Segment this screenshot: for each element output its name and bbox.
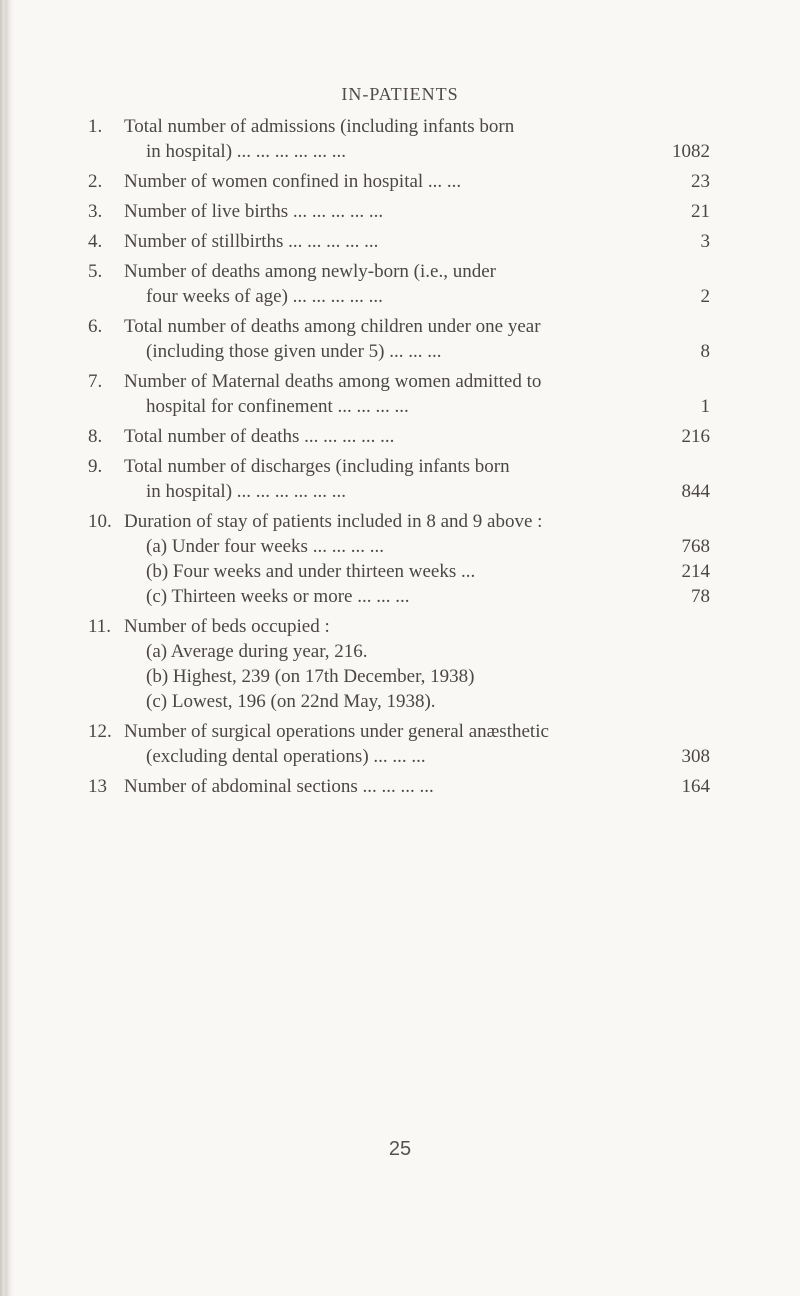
- item-line: [146, 479, 710, 504]
- item-value: 23: [691, 171, 710, 192]
- item-text: Number of stillbirths ... ... ... ... ...: [124, 231, 379, 252]
- item-text: Duration of stay of patients included in 8 and 9 above :: [124, 511, 543, 532]
- item-text: Total number of discharges (including infants born: [124, 456, 510, 477]
- item-text: (a) Average during year, 216.: [146, 641, 368, 662]
- item-value: 21: [691, 201, 710, 222]
- item-line: [146, 394, 710, 419]
- item-value: 308: [681, 746, 710, 767]
- item-line: [124, 454, 710, 479]
- item-value: 3: [700, 231, 710, 252]
- item-text: Number of beds occupied :: [124, 616, 330, 637]
- item-text: in hospital) ... ... ... ... ... ...: [146, 141, 347, 162]
- item-value: 768: [681, 536, 710, 557]
- item-line: [146, 339, 710, 364]
- list-item: [0, 314, 800, 364]
- item-number: 8.: [88, 426, 103, 447]
- item-line: [146, 534, 710, 559]
- item-value: 164: [681, 776, 710, 797]
- item-line: [124, 424, 710, 449]
- item-text: Number of women confined in hospital ... ...: [124, 171, 462, 192]
- item-line: [124, 199, 710, 224]
- item-line: [124, 259, 710, 284]
- item-value: 1082: [672, 141, 710, 162]
- item-line: [146, 744, 710, 769]
- item-number: 11.: [88, 616, 112, 637]
- item-line: [124, 509, 710, 534]
- item-text: (excluding dental operations) ... ... ...: [146, 746, 426, 767]
- list-item: [0, 454, 800, 504]
- item-number: 6.: [88, 316, 103, 337]
- item-line: [124, 314, 710, 339]
- list-item: [0, 169, 800, 194]
- item-number: 7.: [88, 371, 103, 392]
- item-number: 10.: [88, 511, 112, 532]
- item-line: [124, 774, 710, 799]
- item-line: [124, 369, 710, 394]
- list-item: [0, 774, 800, 799]
- item-number: 9.: [88, 456, 103, 477]
- item-number: 12.: [88, 721, 112, 742]
- item-value: 78: [691, 586, 710, 607]
- item-text: (including those given under 5) ... ... ...: [146, 341, 442, 362]
- item-line: [146, 559, 710, 584]
- item-line: [124, 114, 710, 139]
- item-number: 4.: [88, 231, 103, 252]
- item-line: [146, 284, 710, 309]
- item-line: [146, 139, 710, 164]
- item-number: 1.: [88, 116, 103, 137]
- item-text: (c) Thirteen weeks or more ... ... ...: [146, 586, 410, 607]
- item-value: 214: [681, 561, 710, 582]
- item-line: [146, 639, 710, 664]
- list-item: [0, 199, 800, 224]
- item-line: [146, 664, 710, 689]
- item-line: [124, 719, 710, 744]
- item-text: Total number of admissions (including infants born: [124, 116, 515, 137]
- item-text: Number of deaths among newly-born (i.e., under: [124, 261, 496, 282]
- item-text: four weeks of age) ... ... ... ... ...: [146, 286, 383, 307]
- item-line: [146, 689, 710, 714]
- item-text: (c) Lowest, 196 (on 22nd May, 1938).: [146, 691, 436, 712]
- item-text: Total number of deaths ... ... ... ... ...: [124, 426, 395, 447]
- item-number: 3.: [88, 201, 103, 222]
- item-text: (b) Four weeks and under thirteen weeks ...: [146, 561, 476, 582]
- statistics-list: [0, 114, 800, 804]
- list-item: [0, 614, 800, 714]
- item-text: (a) Under four weeks ... ... ... ...: [146, 536, 384, 557]
- page-title: IN-PATIENTS: [341, 84, 459, 104]
- item-line: [124, 614, 710, 639]
- item-text: Total number of deaths among children under one year: [124, 316, 541, 337]
- list-item: [0, 369, 800, 419]
- item-text: Number of abdominal sections ... ... ... ...: [124, 776, 434, 797]
- item-text: in hospital) ... ... ... ... ... ...: [146, 481, 347, 502]
- item-text: (b) Highest, 239 (on 17th December, 1938): [146, 666, 475, 687]
- list-item: [0, 719, 800, 769]
- item-line: [146, 584, 710, 609]
- item-value: 1: [700, 396, 710, 417]
- item-value: 216: [681, 426, 710, 447]
- item-value: 844: [681, 481, 710, 502]
- list-item: [0, 114, 800, 164]
- item-value: 2: [700, 286, 710, 307]
- item-number: 5.: [88, 261, 103, 282]
- item-line: [124, 169, 710, 194]
- item-text: Number of live births ... ... ... ... ...: [124, 201, 384, 222]
- list-item: [0, 259, 800, 309]
- item-text: Number of Maternal deaths among women admitted to: [124, 371, 542, 392]
- list-item: [0, 229, 800, 254]
- page-number: 25: [388, 1138, 412, 1160]
- item-text: Number of surgical operations under general anæsthetic: [124, 721, 549, 742]
- item-line: [124, 229, 710, 254]
- list-item: [0, 424, 800, 449]
- item-text: hospital for confinement ... ... ... ...: [146, 396, 409, 417]
- item-number: 2.: [88, 171, 103, 192]
- list-item: [0, 509, 800, 609]
- item-value: 8: [700, 341, 710, 362]
- item-number: 13: [88, 776, 107, 797]
